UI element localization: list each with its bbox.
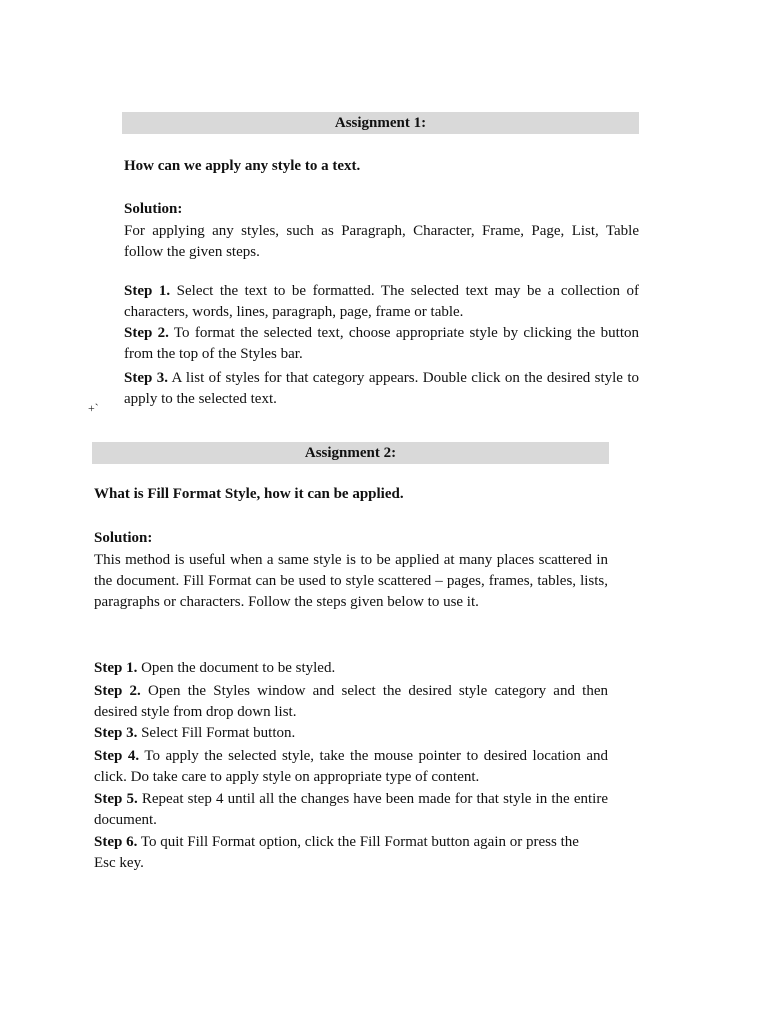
assignment-2-step-3 xyxy=(94,723,608,744)
assignment-2-heading: Assignment 2: xyxy=(92,442,609,464)
assignment-2-step-4 xyxy=(94,746,608,788)
step-text: Repeat step 4 until all the changes have been made for that style in the entire document. xyxy=(94,791,608,828)
assignment-1-intro: For applying any styles, such as Paragraph, Character, Frame, Page, List, Table follow the given steps. xyxy=(124,223,639,260)
step-label: Step 1. xyxy=(124,283,171,299)
step-label: Step 6. xyxy=(94,834,138,850)
step-text: To format the selected text, choose appropriate style by clicking the button from the top of the Styles bar. xyxy=(124,325,639,362)
step-label: Step 4. xyxy=(94,748,140,764)
assignment-1-question: How can we apply any style to a text. xyxy=(124,158,361,174)
step-text: A list of styles for that category appears. Double click on the desired style to apply to the selected text. xyxy=(124,370,639,407)
assignment-2-step-2 xyxy=(94,681,608,723)
step-text: Select the text to be formatted. The selected text may be a collection of characters, words, lines, paragraph, page, frame or table. xyxy=(124,283,639,320)
assignment-2-step-6 xyxy=(94,832,594,874)
assignment-2-step-1 xyxy=(94,658,608,679)
step-text: Select Fill Format button. xyxy=(137,725,296,741)
step-label: Step 1. xyxy=(94,660,138,676)
step-text: Open the document to be styled. xyxy=(137,660,336,676)
assignment-1-solution-label: Solution: xyxy=(124,201,183,217)
step-text: To apply the selected style, take the mouse pointer to desired location and click. Do take care to apply style on appropriate type of content. xyxy=(94,748,609,785)
assignment-2-step-5 xyxy=(94,789,608,831)
margin-mark: +` xyxy=(88,401,99,415)
step-label: Step 3. xyxy=(94,725,138,741)
assignment-1-heading: Assignment 1: xyxy=(122,112,639,134)
assignment-1-step-2 xyxy=(124,323,639,365)
assignment-2-question: What is Fill Format Style, how it can be applied. xyxy=(94,486,404,502)
assignment-2-solution-label: Solution: xyxy=(94,530,153,546)
assignment-1-step-3 xyxy=(124,368,639,410)
step-label: Step 2. xyxy=(94,683,141,699)
step-text: Open the Styles window and select the desired style category and then desired style from drop down list. xyxy=(94,683,608,720)
step-text: To quit Fill Format option, click the Fill Format button again or press the Esc key. xyxy=(94,834,579,871)
step-label: Step 2. xyxy=(124,325,169,341)
step-label: Step 3. xyxy=(124,370,168,386)
assignment-1-step-1 xyxy=(124,281,639,323)
assignment-2-intro: This method is useful when a same style is to be applied at many places scattered in the document. Fill Format can be used to style scattered – pages, frames, tables, lists, paragraphs or characters. Follow the steps given below to use it. xyxy=(94,552,608,610)
step-label: Step 5. xyxy=(94,791,138,807)
